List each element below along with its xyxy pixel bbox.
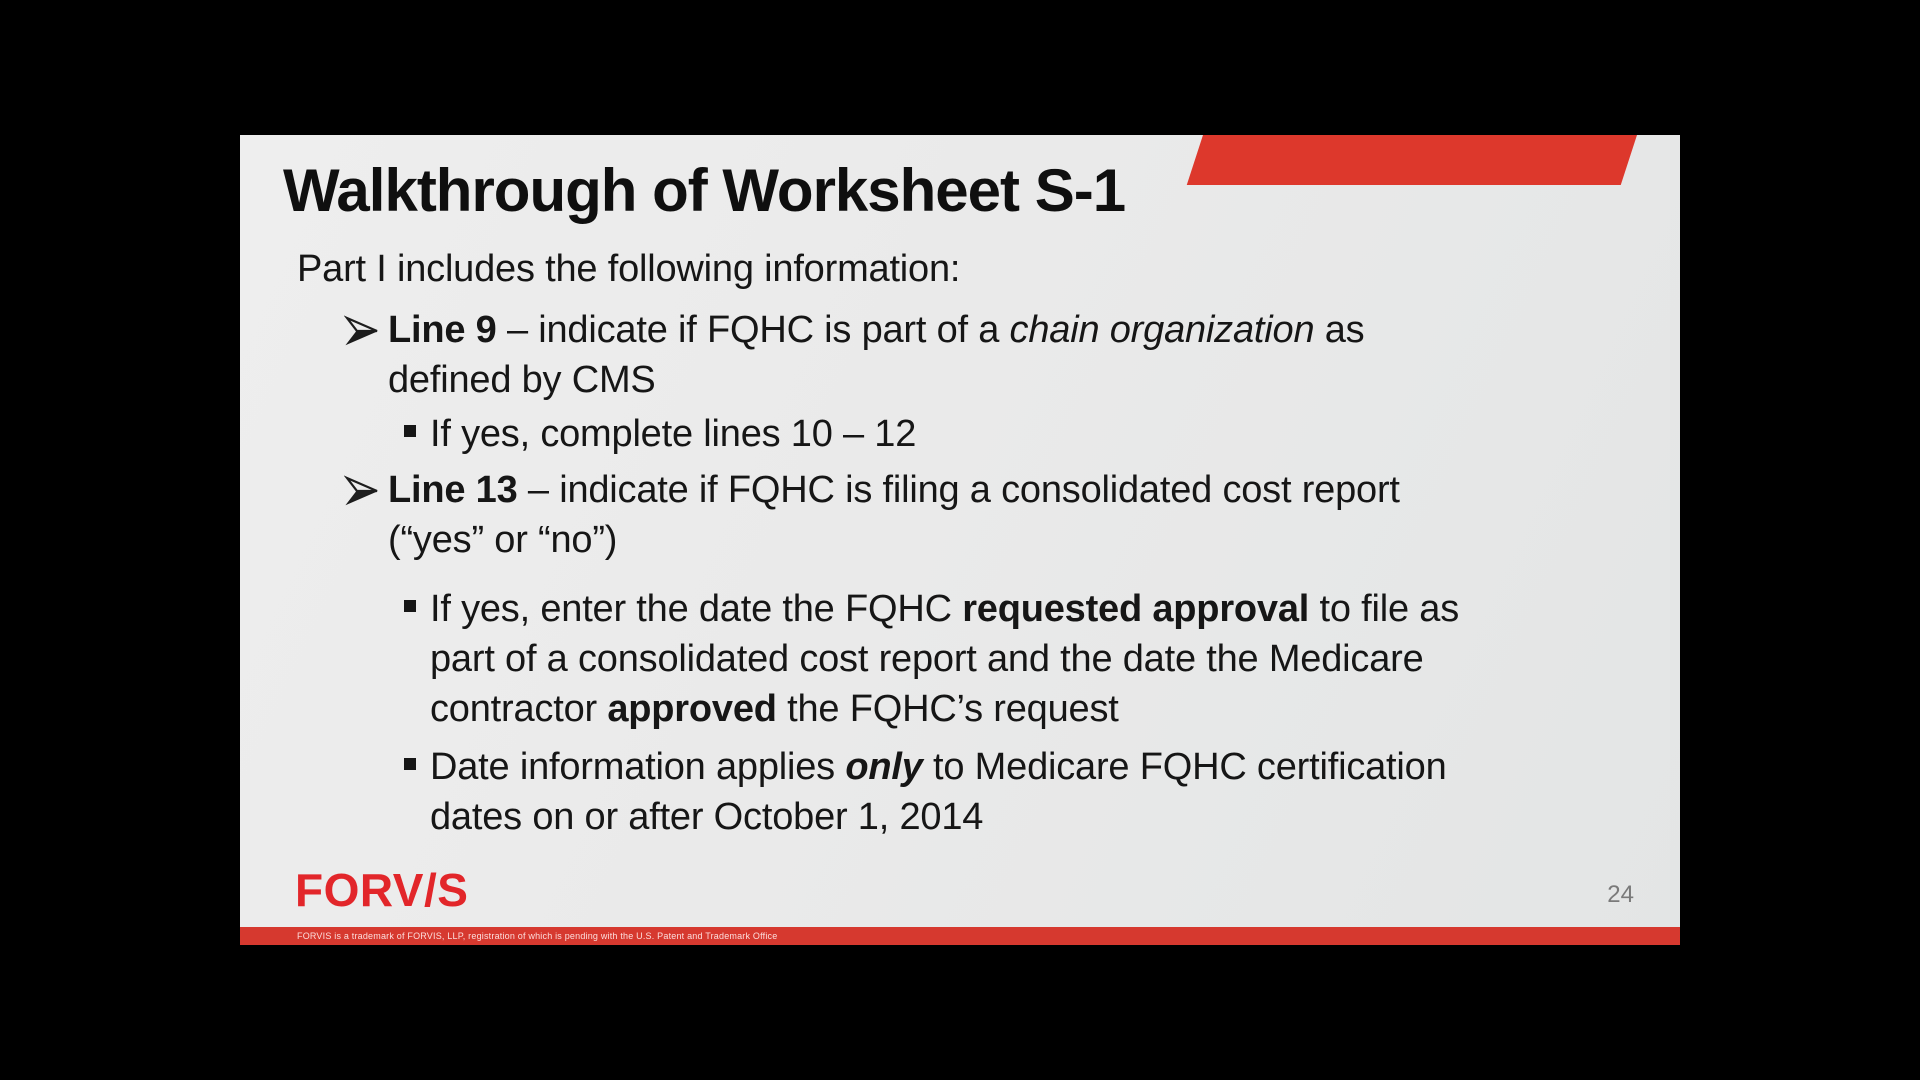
page-number: 24: [1607, 881, 1634, 908]
bullet-text-segment: as: [1314, 309, 1365, 351]
sub-bullet-item-date-information: [240, 742, 1680, 842]
square-bullet-icon: [404, 600, 416, 612]
intro-text: Part I includes the following information:: [297, 248, 961, 290]
forvis-logo: FORV/S: [295, 864, 469, 916]
bullet-line: [430, 684, 1680, 734]
bullet-line: [430, 409, 1680, 459]
bullet-text-segment: – indicate if FQHC is filing a consolidated cost report: [527, 469, 1400, 511]
bullet-text-segment: to file as: [1309, 588, 1460, 630]
square-bullet-icon: [404, 425, 416, 437]
bullet-text-segment: approved: [607, 688, 777, 730]
bullet-text-segment: If yes, enter the date the FQHC: [430, 588, 963, 630]
arrowhead-bullet-icon: [344, 315, 380, 347]
bullet-text-segment: the FQHC’s request: [776, 688, 1119, 730]
bullet-text-segment: to Medicare FQHC certification: [922, 746, 1447, 788]
bullet-line: [388, 355, 1680, 405]
arrowhead-bullet-icon: [344, 475, 380, 507]
bullet-text-segment: requested approval: [962, 588, 1310, 630]
bullet-line: [388, 305, 1680, 355]
bullet-line: [388, 515, 1680, 565]
bullet-text-segment: defined by CMS: [388, 359, 656, 401]
slide-body: [240, 244, 1680, 842]
sub-bullet-item-requested-approval: [240, 584, 1680, 734]
bullet-text-segment: contractor: [430, 688, 608, 730]
bullet-item-line-9: [240, 305, 1680, 405]
slide-title: Walkthrough of Worksheet S-1: [283, 157, 1126, 224]
bullet-text-segment: dates on or after October 1, 2014: [430, 796, 984, 838]
bullet-line: [430, 584, 1680, 634]
bullet-text-segment: (“yes” or “no”): [388, 519, 618, 561]
bullet-text-segment: Line 13: [388, 469, 528, 511]
bullet-text-segment: only: [845, 746, 923, 788]
footer-disclaimer: FORVIS is a trademark of FORVIS, LLP, registration of which is pending with the U.S. Patent and Trademark Office: [297, 931, 778, 941]
bullet-text-segment: part of a consolidated cost report and the date the Medicare: [430, 638, 1424, 680]
bullet-line: [430, 792, 1680, 842]
bullet-text-segment: – indicate if FQHC is part of a: [506, 309, 1010, 351]
bullet-line: [430, 742, 1680, 792]
bullet-text-segment: Date information applies: [430, 746, 846, 788]
sub-bullet-item-lines-10-12: [240, 409, 1680, 459]
slide-canvas: [240, 135, 1680, 945]
bullet-item-line-13: [240, 465, 1680, 565]
footer-bar: [240, 927, 1680, 945]
bullet-text-segment: chain organization: [1009, 309, 1315, 351]
accent-parallelogram: [1187, 135, 1637, 185]
square-bullet-icon: [404, 758, 416, 770]
bullet-line: [388, 465, 1680, 515]
bullet-text-segment: If yes, complete lines 10 – 12: [430, 413, 917, 455]
bullet-line: [430, 634, 1680, 684]
bullet-text-segment: Line 9: [388, 309, 507, 351]
